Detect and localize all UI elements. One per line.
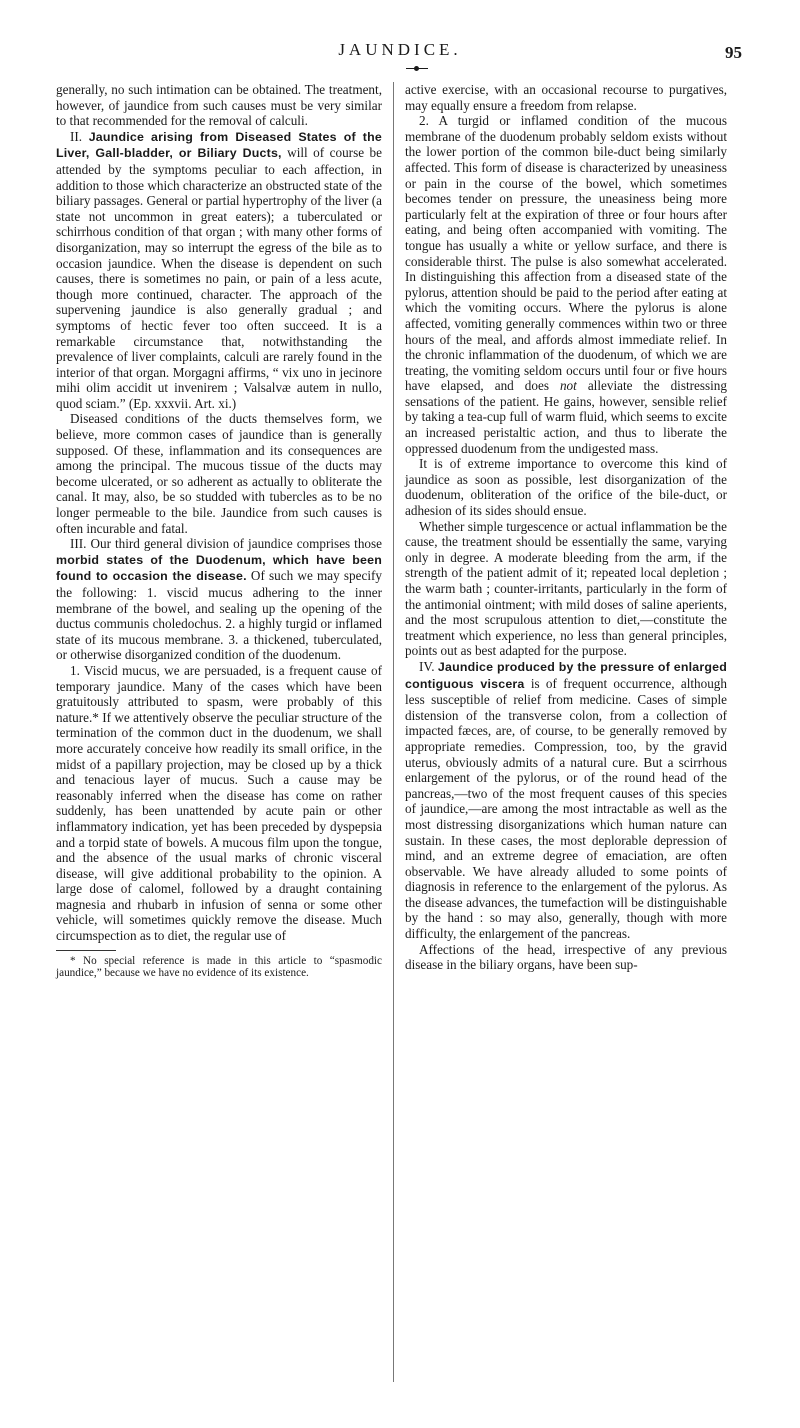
section-heading: morbid states of the Duodenum, which have been found to occasion the disease. <box>56 552 382 584</box>
paragraph-text: will of course be attended by the symptoms peculiar to each affection, in addition to those which characterize an obstructed state of the biliary passages. General or partial hypertrophy of the liver (a state not uncommon in great eaters); a tuberculated or schirrhous condition of that organ ; with many other forms of disorganization, may so interrupt the egress of the bile as to occasion jaundice. When the disease is dependent on such causes, there is sometimes no pain, or pain of a less acute, though more continued, character. The approach of the supervening jaundice is also generally gradual ; and symptoms of hectic fever too often succeed. It is a remarkable circumstance that, notwithstanding the prevalence of liver complaints, calculi are rarely found in the interior of that organ. Morgagni affirms, “ vix uno in jecinore mihi olim accidit ut invenirem ; Valsalvæ autem in nullo, quod sciam.” (Ep. xxxvii. Art. xi.) <box>56 145 382 411</box>
paragraph-text: 1. Viscid mucus, we are persuaded, is a frequent cause of temporary jaundice. Many of the cases which have been gratuitously attributed to spasm, were probably of this nature.* If we attentively observe the peculiar structure of the termination of the common duct in the duodenum, we shall more accurately conceive how readily its small orifice, in the midst of a papillary projection, may be closed up by a thick and tenacious layer of mucus. Such a cause may be reasonably inferred when the disease has come on rather suddenly, has been unattended by acute pain or other inflammatory indication, yet has been preceded by dyspepsia and a torpid state of bowels. A mucous film upon the tongue, and the absence of the usual marks of chronic visceral disease, will give additional probability to the opinion. A large dose of calomel, followed by a draught containing magnesia and rhubarb in infusion of senna or some other vehicle, will sometimes quickly remove the disease. Much circumspection as to diet, the regular use of <box>56 662 382 944</box>
section-heading: Jaundice produced by the pressure of enlarged contiguous viscera <box>405 659 728 691</box>
paragraph-text: Whether simple turgescence or actual inflammation be the cause, the treatment should be essentially the same, varying only in degree. A moderate bleeding from the arm, if the strength of the patient admit of it; repeated local depletion ; the warm bath ; counter-irritants, particularly in the form of the antimonial ointment; with mild doses of saline aperients, and the most scrupulous attention to diet,—constitute the treatment which experience, no less than general principles, points out as best adapted for the purpose. <box>405 518 727 659</box>
running-title: JAUNDICE. <box>338 40 462 59</box>
paragraph <box>405 942 727 973</box>
paragraph-text: It is of extreme importance to overcome this kind of jaundice as soon as possible, lest disorganization of the duodenum, obliteration of the orifice of the bile-duct, or adhesion of its sides should ensue. <box>405 456 727 519</box>
paragraph-text: 2. A turgid or inflamed condition of the mucous membrane of the duodenum probably seldom exists without the lower portion of the common bile-duct being similarly affected. This form of disease is characterized by uneasiness or pain in the course of the bowel, which sometimes becomes tender on pressure, the uneasiness being more particularly felt at the expiration of three or four hours after eating, and being often accompanied with vomiting. The tongue has usually a white or yellow surface, and there is considerable thirst. The pulse is also somewhat accelerated. In distinguishing this affection from a diseased state of the pylorus, attention should be paid to the period after eating at which the vomiting occurs. Where the pylorus is alone affected, vomiting generally commences within two or three hours of the meal, and affords almost immediate relief. In the chronic inflammation of the duodenum, of which we are treating, the vomiting seldom occurs until four or five hours have elapsed, and does <box>405 113 727 394</box>
paragraph <box>405 519 727 659</box>
paragraph <box>56 82 382 129</box>
paragraph-text: Of such we may specify the following: 1. viscid mucus adhering to the inner membrane of the bowel, and sealing up the opening of the ductus communis choledochus. 2. a highly turgid or inflamed state of its mucous membrane. 3. a thickened, tuberculated, or otherwise disorganized condition of the duodenum. <box>56 568 382 663</box>
section-ii-paragraph <box>56 129 382 412</box>
paragraph-text: III. Our third general division of jaundice comprises those <box>70 536 382 552</box>
column-divider <box>393 82 394 1382</box>
paragraph-text: alleviate the distressing sensations of the patient. He gains, however, sensible relief by taking a tea-cup full of warm fluid, which seems to excite an increased peristaltic action, and thus to liberate the oppressed duodenum from the undigested mass. <box>405 378 727 456</box>
paragraph <box>56 663 382 944</box>
paragraph <box>405 113 727 456</box>
page-number: 95 <box>725 43 742 62</box>
section-iii-paragraph <box>56 536 382 663</box>
section-heading: Jaundice arising from Diseased States of the Liver, Gall-bladder, or Biliary Ducts, <box>56 129 382 161</box>
paragraph-text: Diseased conditions of the ducts themselves form, we believe, more common cases of jaundice than is generally supposed. Of these, inflammation and its consequences are among the principal. The mucous tissue of the ducts may become ulcerated, or so adherent as actually to obliterate the canal. It may, also, be so studded with tubercles as to be no longer permeable to the bile. Jaundice from such causes is often incurable and fatal. <box>56 411 382 536</box>
footnote-rule <box>56 950 116 951</box>
page-header <box>0 40 800 80</box>
right-column <box>405 82 727 973</box>
section-number: II. <box>70 128 89 144</box>
left-column <box>56 82 382 980</box>
footnote: * No special reference is made in this article to “spasmodic jaundice,” because we have no evidence of its existence. <box>56 954 382 980</box>
section-iv-paragraph <box>405 659 727 942</box>
paragraph-text: active exercise, with an occasional recourse to purgatives, may equally ensure a freedom from relapse. <box>405 82 727 113</box>
section-number: IV. <box>419 658 438 674</box>
paragraph <box>405 456 727 518</box>
paragraph-text: is of frequent occurrence, although less susceptible of relief from medicine. Cases of simple distension of the transverse colon, from a collection of impacted fæces, are, of course, to be generally removed by appropriate remedies. Compression, too, by the gravid uterus, obviously admits of a natural cure. But a scirrhous enlargement of the pylorus, or of the round head of the pancreas,—two of the most frequent causes of this species of jaundice,—are among the most intractable as well as the most distressing disorganizations which human nature can sustain. In these cases, the most deplorable depression of mind, and an extreme degree of emaciation, are often observable. We have already alluded to some points of diagnosis in reference to the enlargement of the pylorus. As the disease advances, the tumefaction will be distinguishable by the hand : so may also, generally, though with more difficulty, the enlargement of the pancreas. <box>405 675 727 942</box>
paragraph-text: generally, no such intimation can be obtained. The treatment, however, of jaundice from such causes must be very similar to that recommended for the removal of calculi. <box>56 82 382 129</box>
paragraph-text: Affections of the head, irrespective of any previous disease in the biliary organs, have been sup- <box>405 941 727 973</box>
paragraph <box>405 82 727 113</box>
emphasis: not <box>559 378 577 394</box>
header-ornament <box>406 68 428 69</box>
paragraph <box>56 411 382 536</box>
